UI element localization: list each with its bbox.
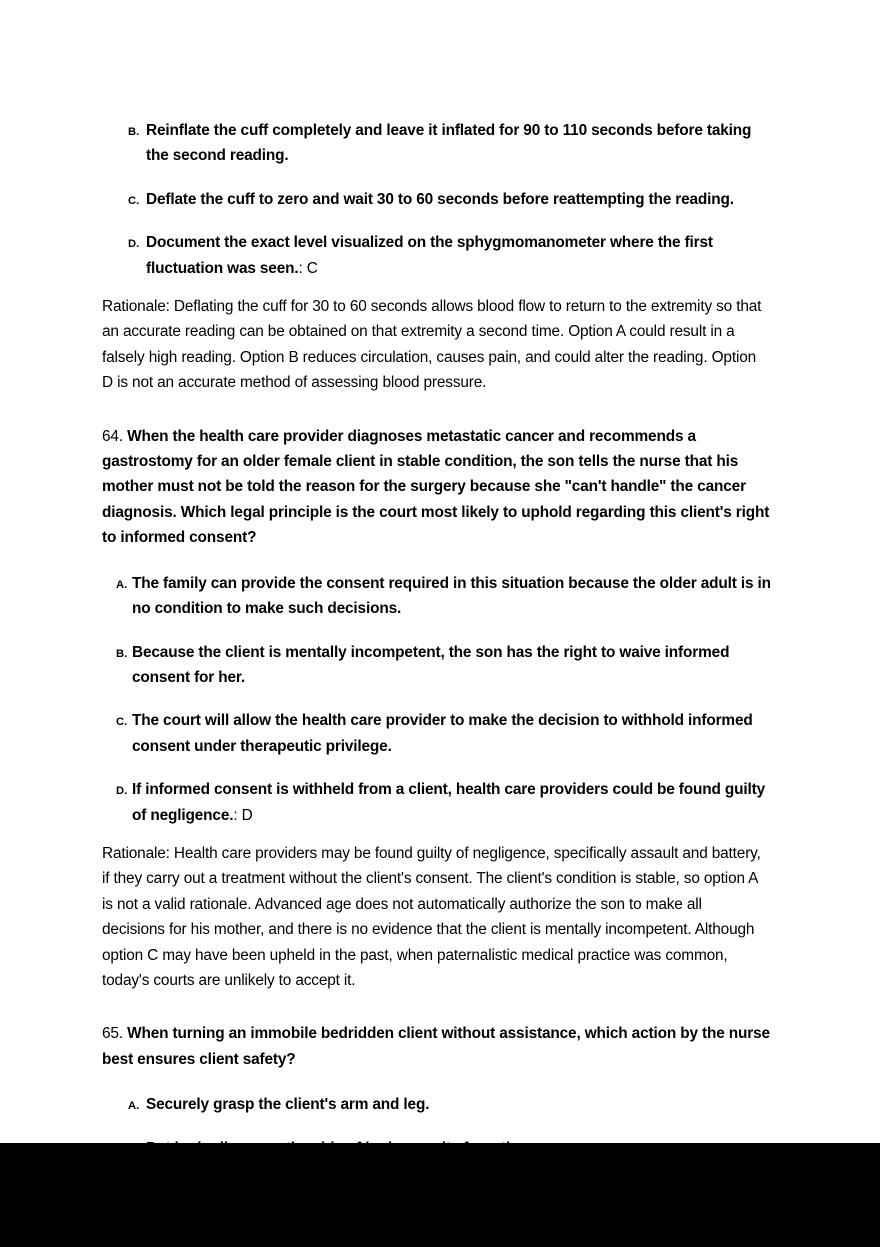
option-text: Deflate the cuff to zero and wait 30 to 60 seconds before reattempting the reading. bbox=[146, 190, 734, 208]
answer-key: : D bbox=[233, 806, 253, 824]
option-text: Because the client is mentally incompetent, the son has the right to waive informed consent for her. bbox=[132, 643, 730, 686]
question-number: 65. bbox=[102, 1025, 123, 1043]
answer-option[interactable] bbox=[102, 118, 776, 169]
option-letter: C. bbox=[116, 716, 128, 729]
answer-option[interactable] bbox=[102, 777, 776, 828]
option-text: Document the exact level visualized on the sphygmomanometer where the first fluctuation was seen.: C bbox=[146, 234, 713, 277]
option-letter: D. bbox=[128, 238, 140, 251]
option-letter: B. bbox=[128, 126, 140, 138]
question-stem bbox=[102, 1021, 776, 1072]
answer-option[interactable] bbox=[102, 640, 776, 691]
q63-option-list bbox=[102, 118, 776, 281]
answer-option[interactable] bbox=[102, 571, 776, 622]
question-text: When the health care provider diagnoses metastatic cancer and recommends a gastrostomy for an older female client in stable condition, the son tells the nurse that his mother must not be told the reason for the surgery because she "can't handle" the cancer diagnosis. Which legal principle is the court most likely to uphold regarding this client's right to informed consent? bbox=[102, 427, 770, 547]
rationale-paragraph: Rationale: Health care providers may be found guilty of negligence, specifically assault and battery, if they carry out a treatment without the client's consent. The client's condition is stable, so option A is not a valid rationale. Advanced age does not automatically authorize the son to make all decisions for his mother, and there is no evidence that the client is mentally incompetent. Although option C may have been upheld in the past, when paternalistic medical practice was common, today's courts are unlikely to accept it. bbox=[102, 844, 761, 989]
option-text: The court will allow the health care provider to make the decision to withhold informed consent under therapeutic privilege. bbox=[132, 712, 753, 755]
rationale-paragraph: Rationale: Deflating the cuff for 30 to 60 seconds allows blood flow to return to the extremity so that an accurate reading can be obtained on that extremity a second time. Option A could result in a falsely high reading. Option B reduces circulation, causes pain, and could alter the reading. Option D is not an accurate method of assessing blood pressure. bbox=[102, 298, 762, 392]
answer-option[interactable] bbox=[102, 1092, 776, 1117]
option-text: Securely grasp the client's arm and leg. bbox=[146, 1096, 430, 1114]
option-letter: D. bbox=[116, 785, 128, 798]
option-text: The family can provide the consent required in this situation because the older adult is in no condition to make such decisions. bbox=[132, 574, 771, 618]
answer-key: : C bbox=[298, 259, 318, 277]
option-letter: A. bbox=[116, 578, 128, 591]
question-stem bbox=[102, 424, 776, 551]
q64-option-list bbox=[102, 571, 776, 828]
answer-option[interactable] bbox=[102, 230, 776, 281]
option-letter: A. bbox=[128, 1100, 140, 1113]
answer-option[interactable] bbox=[102, 708, 776, 759]
question-number: 64. bbox=[102, 427, 123, 445]
option-letter: C. bbox=[128, 194, 140, 207]
question-text: When turning an immobile bedridden client without assistance, which action by the nurse best ensures client safety? bbox=[102, 1025, 770, 1068]
option-text: Reinflate the cuff completely and leave it inflated for 90 to 110 seconds before taking the second reading. bbox=[146, 122, 752, 165]
answer-option[interactable] bbox=[102, 187, 776, 212]
option-text: If informed consent is withheld from a client, health care providers could be found guilty of negligence.: D bbox=[132, 781, 765, 824]
page-bottom-band bbox=[0, 1143, 880, 1247]
option-letter: B. bbox=[116, 647, 128, 660]
